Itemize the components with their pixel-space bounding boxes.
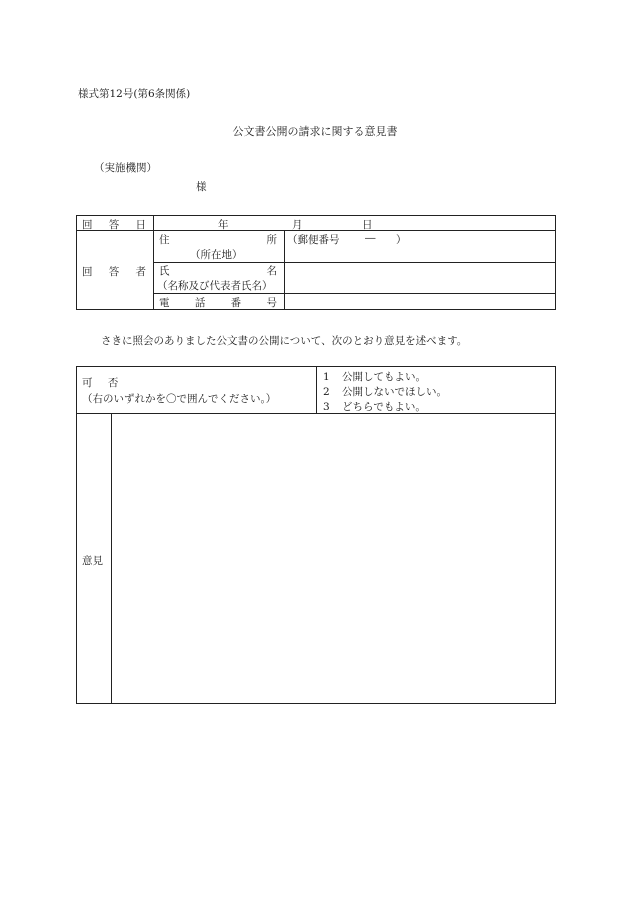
respondent-label: [82, 264, 146, 279]
postal-code-dash: ―: [365, 232, 376, 244]
date-year-unit: 年: [218, 219, 229, 231]
option-3-number: 3: [323, 401, 330, 413]
address-char-2: 所: [266, 234, 277, 246]
phone-char-2: 話: [194, 297, 206, 309]
agency-label: （実施機関）: [94, 162, 157, 174]
respondent-char-2: 答: [108, 266, 120, 278]
option-2[interactable]: [323, 384, 447, 399]
name-char-1: 氏: [159, 265, 170, 277]
phone-label: [159, 295, 277, 310]
date-day-unit: 日: [362, 219, 373, 231]
date-month-unit: 月: [292, 219, 303, 231]
name-sublabel: （名称及び代表者氏名）: [157, 280, 273, 292]
honorific-label: 様: [196, 181, 207, 193]
option-1-text: 公開してもよい。: [342, 371, 427, 383]
document-title: 公文書公開の請求に関する意見書: [232, 125, 398, 138]
phone-char-3: 番: [230, 297, 242, 309]
response-date-char-1: 回: [82, 219, 93, 231]
response-date-char-2: 答: [108, 219, 120, 231]
name-label: [159, 263, 277, 278]
respondent-char-3: 者: [135, 266, 146, 278]
opinion-field[interactable]: [113, 415, 553, 701]
postal-code-label: （郵便番号: [287, 234, 340, 246]
address-label: [159, 232, 277, 247]
phone-char-1: 電: [159, 297, 170, 309]
form-number: 様式第12号(第6条関係): [78, 88, 191, 100]
opinion-divider-label-col: [111, 413, 112, 704]
approval-instruction: （右のいずれかを〇で囲んでください。）: [82, 393, 277, 405]
table-divider-name-row: [153, 293, 556, 294]
name-char-2: 名: [266, 265, 277, 277]
address-char-1: 住: [159, 234, 170, 246]
opinion-divider-options-col: [316, 366, 317, 413]
intro-text: さきに照会のありました公文書の公開について、次のとおり意見を述べます。: [101, 335, 468, 347]
opinion-label: 意見: [82, 555, 103, 567]
option-1-number: 1: [323, 371, 330, 383]
approval-char-2: 否: [107, 377, 119, 389]
respondent-char-1: 回: [82, 266, 93, 278]
response-date-label: [82, 217, 146, 232]
response-date-char-3: 日: [135, 219, 146, 231]
postal-code-close: ）: [396, 234, 407, 246]
option-3-text: どちらでもよい。: [342, 401, 426, 413]
table-divider-date-row: [76, 230, 556, 231]
option-3[interactable]: [323, 399, 426, 414]
approval-label: [82, 375, 118, 390]
opinion-divider-approval-row: [76, 413, 556, 414]
approval-char-1: 可: [82, 377, 93, 389]
table-divider-sublabel-col: [284, 230, 285, 310]
option-1[interactable]: [323, 369, 426, 384]
address-sublabel: （所在地）: [190, 249, 243, 261]
phone-char-4: 号: [266, 297, 277, 309]
option-2-number: 2: [323, 386, 330, 398]
option-2-text: 公開しないでほしい。: [342, 386, 448, 398]
